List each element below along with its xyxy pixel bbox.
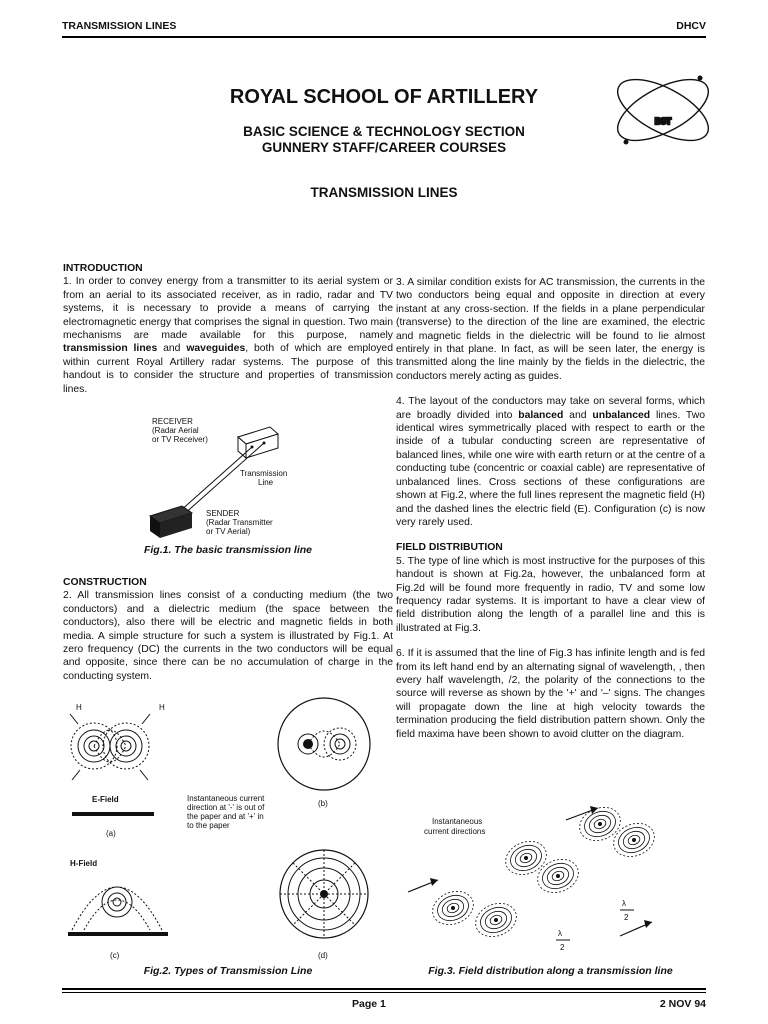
fig1-line-label: Transmission (240, 469, 288, 478)
footer-rule-2 (62, 992, 706, 993)
fig1-sender-line2: (Radar Transmitter (206, 518, 273, 527)
paragraph-4 (396, 395, 705, 529)
fig1-sender-line3: or TV Aerial) (206, 527, 251, 536)
header-rule (62, 36, 706, 38)
p4-text-c: and (563, 409, 593, 421)
left-column-top (63, 262, 393, 408)
bst-logo (608, 62, 718, 158)
fig3-lambda-2: λ (558, 929, 562, 938)
fig2-note-4: to the paper (187, 821, 230, 830)
fig3-conductor (632, 838, 636, 842)
logo-text: BST (655, 117, 671, 126)
paragraph-3: 3. A similar condition exists for AC transmission, the currents in the two conductors being equal and opposite in direction at every instant at any cross-section. If the fields in a plane perpendicular (transverse) to the direction of the line are examined, the electric and magnetic fields in the dielectric will be found to lie almost entirely in that plane. In fact, as will be seen later, the energy is transmitted along the line mainly by the fields in the dielectric, the conductors merely acting as guides. (396, 277, 705, 382)
p1-text-c: and (157, 343, 187, 355)
fig3-conductor (556, 874, 560, 878)
fig1-receiver-line3: or TV Receiver) (152, 435, 208, 444)
fig2a-twin-wire (70, 703, 165, 838)
fig2a-h-left: H (76, 703, 82, 712)
figure-2-caption: Fig.2. Types of Transmission Line (143, 965, 313, 977)
paragraph-5: 5. The type of line which is most instructive for the purposes of this handout is shown at Fig.2a, however, the unbalanced form at Fig.2d will be found more frequently in radio, TV and some low frequency radar systems. It is important to have a clear view of field distribution along the length of a parallel line and this is illustrated at Fig.3. (396, 555, 705, 634)
p4-text-a: 4. The layout of the conductors may take on several forms, which are broadly divided into (396, 396, 705, 421)
running-header-left: TRANSMISSION LINES (62, 20, 177, 32)
fig2d-coaxial (280, 850, 368, 960)
fig2-note-1: Instantaneous current (187, 794, 265, 803)
fig2b-screened-pair (278, 698, 370, 808)
page-title: ROYAL SCHOOL OF ARTILLERY (229, 86, 539, 108)
fig2d-label: (d) (318, 951, 328, 960)
subtitle-section: BASIC SCIENCE & TECHNOLOGY SECTION (243, 124, 525, 139)
fig3-conductor (494, 918, 498, 922)
p1-bold-waveguides: waveguides (186, 343, 246, 355)
running-header-right: DHCV (676, 20, 706, 32)
heading-field-distribution: FIELD DISTRIBUTION (396, 542, 503, 554)
fig1-sender-title: SENDER (206, 509, 240, 518)
heading-construction: CONSTRUCTION (63, 577, 147, 588)
fig1-receiver-line2: (Radar Aerial (152, 426, 199, 435)
p1-bold-transmission-lines: transmission lines (63, 343, 158, 355)
figure-2-line-types (62, 694, 397, 962)
fig1-receiver-title: RECEIVER (152, 417, 193, 426)
p1-text-d: , both of which are employed within current Royal Artillery radar systems. The purpose of this handout is to consider the structure and properties of transmission lines. (63, 343, 393, 395)
document-title: TRANSMISSION LINES (310, 185, 458, 200)
fig2a-label: (a) (106, 829, 116, 838)
fig2c-wire-earth-return (68, 859, 168, 960)
fig2a-h-right: H (159, 703, 165, 712)
fig3-conductor (524, 856, 528, 860)
right-column (396, 276, 705, 753)
heading-introduction: INTRODUCTION (63, 263, 143, 274)
p4-bold-unbalanced: unbalanced (592, 409, 651, 421)
p4-text-d: lines. Two identical wires symmetrically placed with respect to earth or the inside of a tubular conducting screen are representative of balanced lines, while one wire with earth return or at the centre of a conducting tube (concentric or coaxial cable) are representative of unbalanced lines. Cross sections of these configurations are shown at Fig.2, where the full lines represent the magnetic field (H) and the dashed lines the electric field (E). Configuration (c) is now very rarely used. (396, 409, 706, 528)
fig2b-label: (b) (318, 799, 328, 808)
fig3-label-1: Instantaneous (432, 817, 483, 826)
fig2c-label: (c) (110, 951, 120, 960)
figure-1-caption: Fig.1. The basic transmission line (143, 544, 313, 556)
paragraph-6: 6. If it is assumed that the line of Fig.3 has infinite length and is fed from its left hand end by an alternating signal of wavelength, , then every half wavelength, /2, the polarity of the connections to the source will reverse as shown by the '+' and '–' signs. The changes will propagate down the line at high velocity towards the termination producing the field distribution pattern shown. Only the field maxima have been shown to avoid clutter on the diagram. (396, 648, 705, 740)
fig3-conductor (451, 906, 455, 910)
p4-bold-balanced: balanced (518, 409, 564, 421)
fig2c-hfield: H-Field (70, 859, 98, 868)
p1-text-a: 1. In order to convey energy from a transmitter to its aerial system or from an aerial to its associated receiver, as in radio, radar and TV systems, it is necessary to provide a means of carrying the electromagnetic energy that comprises the signal in question. Two main mechanisms are made available for this purpose, namely (63, 276, 393, 342)
fig2a-efield: E-Field (92, 795, 119, 804)
fig3-two-2: 2 (560, 943, 565, 952)
footer-rule-1 (62, 988, 706, 990)
left-column-construction (63, 576, 393, 695)
figure-3-caption: Fig.3. Field distribution along a transmission line (428, 965, 673, 977)
fig3-label-2: current directions (424, 827, 486, 836)
fig3-two-1: 2 (624, 913, 629, 922)
fig3-lambda-1: λ (622, 899, 626, 908)
page-number: Page 1 (352, 998, 386, 1010)
figure-1-transmission-line (140, 412, 340, 540)
paragraph-2: 2. All transmission lines consist of a conducting medium (the two conductors) and a dielectric medium (the space between the conductors), also there will be electric and magnetic fields in both media. A simple structure for such a system is illustrated by Fig.1. At zero frequency (DC) the currents in the two conductors will be equal and opposite, since there can be no accumulation of charge in the conducting system. (63, 590, 393, 682)
paragraph-1 (63, 275, 393, 396)
fig2-note-3: the paper and at '+' in (187, 812, 264, 821)
fig1-line-label-2: Line (258, 478, 274, 487)
footer-date: 2 NOV 94 (659, 998, 706, 1010)
figure-3-field-distribution (398, 800, 704, 960)
subtitle-courses: GUNNERY STAFF/CAREER COURSES (261, 140, 507, 155)
fig2-note-2: direction at '-' is out of (187, 803, 265, 812)
fig3-conductor (598, 822, 602, 826)
